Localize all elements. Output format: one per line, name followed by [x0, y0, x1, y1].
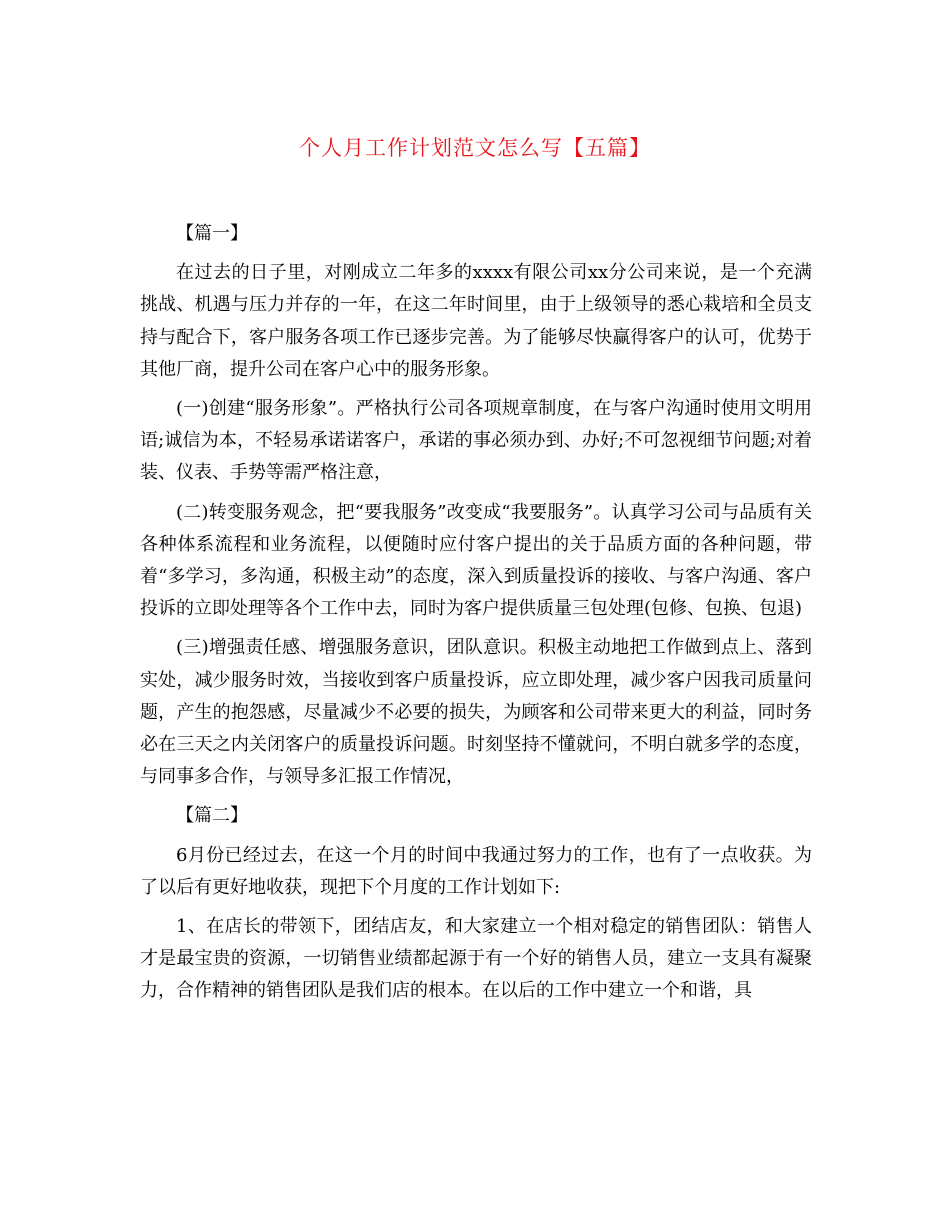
- paragraph: 在过去的日子里，对刚成立二年多的xxxx有限公司xx分公司来说，是一个充满挑战、机遇与压力并存的一年，在这二年时间里，由于上级领导的悉心栽培和全员支持与配合下，客户服务各项工作已逐步完善。为了能够尽快赢得客户的认可，优势于其他厂商，提升公司在客户心中的服务形象。: [140, 262, 812, 380]
- section-heading-1: 【篇一】: [176, 223, 248, 244]
- paragraph: 1、在店长的带领下，团结店友，和大家建立一个相对稳定的销售团队：销售人才是最宝贵的资源，一切销售业绩都起源于有一个好的销售人员，建立一支具有凝聚力，合作精神的销售团队是我们店的根本。在以后的工作中建立一个和谐，具: [140, 916, 812, 1002]
- document-body: [140, 218, 812, 1015]
- paragraph: (二)转变服务观念，把“要我服务”改变成“我要服务”。认真学习公司与品质有关各种体系流程和业务流程，以便随时应付客户提出的关于品质方面的各种问题，带着“多学习，多沟通，积极主动”的态度，深入到质量投诉的接收、与客户沟通、客户投诉的立即处理等各个工作中去，同时为客户提供质量三包处理(包修、包换、包退): [140, 501, 812, 620]
- paragraph: 6月份已经过去，在这一个月的时间中我通过努力的工作，也有了一点收获。为了以后有更好地收获，现把下个月度的工作计划如下:: [140, 844, 812, 898]
- section-heading-2: 【篇二】: [176, 805, 248, 827]
- paragraph: (三)增强责任感、增强服务意识，团队意识。积极主动地把工作做到点上、落到实处，减少服务时效，当接收到客户质量投诉，应立即处理，减少客户因我司质量问题，产生的抱怨感，尽量减少不必要的损失，为顾客和公司带来更大的利益，同时务必在三天之内关闭客户的质量投诉问题。时刻坚持不懂就问，不明白就多学的态度，与同事多合作，与领导多汇报工作情况，: [140, 637, 812, 788]
- paragraph: (一)创建“服务形象”。严格执行公司各项规章制度，在与客户沟通时使用文明用语;诚信为本，不轻易承诺诺客户，承诺的事必须办到、办好;不可忽视细节问题;对着装、仪表、手势等需严格注意，: [140, 398, 812, 484]
- document-title: 个人月工作计划范文怎么写【五篇】: [299, 136, 651, 160]
